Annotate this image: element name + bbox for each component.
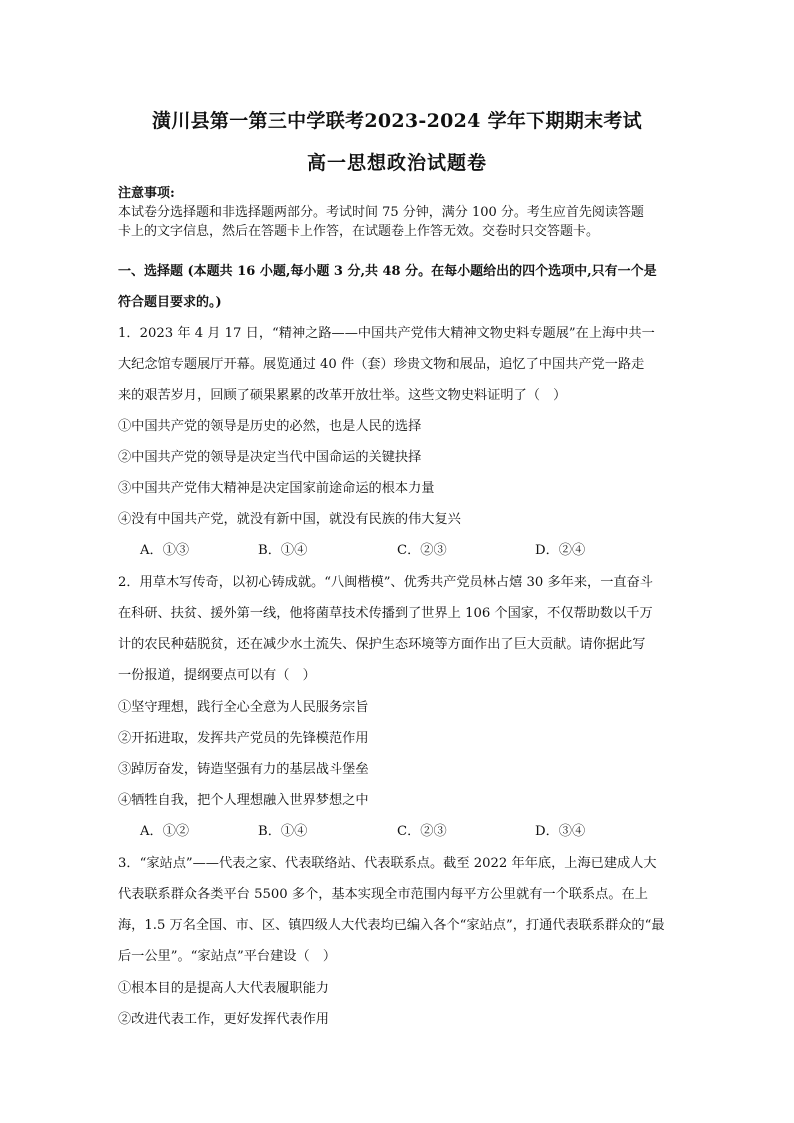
question-2-item: ③踔厉奋发，铸造坚强有力的基层战斗堡垒: [118, 762, 369, 777]
question-2-item: ①坚守理想，践行全心全意为人民服务宗旨: [118, 700, 369, 715]
option-d: D．③④: [535, 824, 586, 839]
question-1-stem: 来的艰苦岁月，回顾了硕果累累的改革开放壮举。这些文物史料证明了（ ）: [118, 388, 567, 403]
exam-title: 潢川县第一第三中学联考2023-2024 学年下期期末考试: [152, 110, 642, 132]
question-3-stem: 后一公里”。“家站点”平台建设（ ）: [118, 949, 337, 964]
option-b: B．①④: [258, 824, 308, 839]
question-1-item: ③中国共产党伟大精神是决定国家前途命运的根本力量: [118, 481, 435, 496]
question-1-item: ②中国共产党的领导是决定当代中国命运的关键抉择: [118, 450, 422, 465]
question-1-item: ④没有中国共产党，就没有新中国，就没有民族的伟大复兴: [118, 512, 461, 527]
notice-heading: 注意事项:: [118, 186, 175, 201]
option-d: D．②④: [535, 543, 586, 558]
question-1-stem: 大纪念馆专题展厅开幕。展览通过 40 件（套）珍贵文物和展品，追忆了中国共产党一路走: [118, 357, 645, 372]
notice-line: 本试卷分选择题和非选择题两部分。考试时间 75 分钟，满分 100 分。考生应首先阅读答题: [118, 205, 644, 220]
notice-line: 卡上的文字信息，然后在答题卡上作答，在试题卷上作答无效。交卷时只交答题卡。: [118, 224, 600, 239]
question-2-item: ②开拓进取，发挥共产党员的先锋模范作用: [118, 731, 369, 746]
option-b: B．①④: [258, 543, 308, 558]
section-heading-continued: 符合题目要求的。): [118, 295, 222, 310]
option-c: C．②③: [397, 543, 447, 558]
question-2-stem: 一份报道，提纲要点可以有（ ）: [118, 668, 316, 683]
option-a: A．①②: [140, 824, 190, 839]
question-3-stem: 代表联系群众各类平台 5500 多个，基本实现全市范围内每平方公里就有一个联系点。在上: [118, 887, 648, 902]
question-2-stem: 2．用草木写传奇，以初心铸成就。“八闽楷模”、优秀共产党员林占熺 30 多年来，一直奋斗: [118, 575, 653, 590]
option-c: C．②③: [397, 824, 447, 839]
section-heading: 一、选择题 (本题共 16 小题,每小题 3 分,共 48 分。在每小题给出的四个选项中,只有一个是: [118, 264, 657, 279]
question-3-stem: 海，1.5 万名全国、市、区、镇四级人大代表均已编入各个“家站点”，打通代表联系群众的“最: [118, 918, 665, 933]
exam-subtitle: 高一思想政治试题卷: [306, 152, 487, 174]
option-a: A．①③: [140, 543, 190, 558]
question-3-stem: 3．“家站点”——代表之家、代表联络站、代表联系点。截至 2022 年年底，上海已建成人大: [118, 856, 657, 871]
question-2-stem: 计的农民种菇脱贫，还在减少水土流失、保护生态环境等方面作出了巨大贡献。请你据此写: [118, 637, 646, 652]
question-3-item: ①根本目的是提高人大代表履职能力: [118, 981, 329, 996]
question-2-stem: 在科研、扶贫、援外第一线，他将菌草技术传播到了世界上 106 个国家，不仅帮助数以千万: [118, 606, 653, 621]
question-1-stem: 1．2023 年 4 月 17 日，“精神之路——中国共产党伟大精神文物史料专题展”在上海中共一: [118, 326, 655, 341]
question-1-item: ①中国共产党的领导是历史的必然，也是人民的选择: [118, 419, 422, 434]
question-3-item: ②改进代表工作，更好发挥代表作用: [118, 1012, 329, 1027]
question-2-item: ④牺牲自我，把个人理想融入世界梦想之中: [118, 793, 369, 808]
